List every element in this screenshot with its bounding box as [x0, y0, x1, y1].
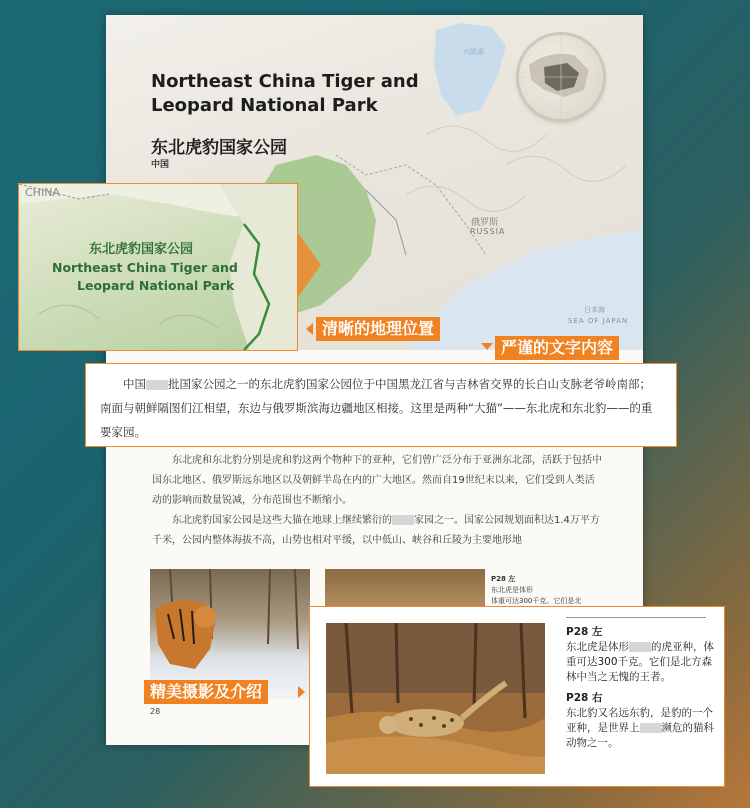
redaction-mark	[640, 723, 662, 733]
sea-en-label: SEA OF JAPAN	[568, 317, 629, 325]
tag-photography: 精美摄影及介绍	[144, 680, 268, 704]
body-paragraph-2: 东北虎豹国家公园是这些大猫在地球上继续繁衍的 家园之一。国家公园规划面积达1.4万平方千米，公园内整体海拔不高，山势也相对平缓，以中低山、峡谷和丘陵为主要地形地	[152, 515, 600, 546]
russia-zh-label: 俄罗斯	[471, 218, 499, 228]
inset-map-zoom	[18, 183, 298, 351]
inset-park-en-1: Northeast China Tiger and	[52, 260, 238, 275]
page-number: 28	[150, 707, 161, 716]
tag-text-content: 严谨的文字内容	[495, 336, 619, 360]
caption-left-body: 东北虎是体形 的虎亚种，体重可达300千克。它们是北方森林中当之无愧的王者。	[566, 641, 714, 683]
title-english: Northeast China Tiger and Leopard National Park	[151, 71, 419, 116]
inset-park-en-2: Leopard National Park	[77, 278, 235, 293]
caption-right-head: P28 右	[566, 692, 603, 704]
small-caption: P28 左 东北虎是体形 体重可达300千克。它们是北	[491, 575, 582, 605]
tag-geographic-location: 清晰的地理位置	[316, 317, 440, 341]
body-paragraph-1: 东北虎和东北豹分别是虎和豹这两个物种下的亚种，它们曾广泛分布于亚洲东北部，活跃于包括中国东北地区、俄罗斯远东地区以及朝鲜半岛在内的广大地区。然而自19世纪末以来，它们受到人类活动的影响而数量锐减，分布范围也不断缩小。	[152, 455, 602, 506]
text-zoom-box	[85, 363, 677, 447]
redaction-mark	[392, 515, 414, 525]
redaction-mark	[629, 642, 651, 652]
locator-globe	[519, 35, 603, 119]
zoom-paragraph: 中国 批国家公园之一的东北虎豹国家公园位于中国黑龙江省与吉林省交界的长白山支脉老爷岭南部；南面与朝鲜隔图们江相望，东边与俄罗斯滨海边疆地区相接。这里是两种“大猫”——东北虎和东北豹——的重要家园。	[100, 377, 653, 439]
country-label: 中国	[151, 160, 170, 170]
caption-right-body: 东北豹又名远东豹，是豹的一个亚种，是世界上 濒危的猫科动物之一。	[566, 707, 714, 749]
arrow-right-icon	[298, 686, 305, 698]
photo-zoom-box	[309, 606, 725, 787]
arrow-left-icon	[306, 323, 313, 335]
leopard-photo-small	[325, 569, 485, 609]
arrow-down-icon	[481, 343, 493, 350]
photo-captions	[566, 621, 716, 757]
inset-china-label: CHINA	[25, 186, 60, 199]
divider	[566, 617, 706, 618]
russia-en-label: RUSSIA	[470, 227, 506, 236]
redaction-mark	[146, 380, 168, 390]
leopard-photo	[326, 623, 545, 774]
title-chinese: 东北虎豹国家公园	[151, 138, 287, 158]
sea-zh-label: 日本海	[584, 306, 605, 314]
inset-park-zh: 东北虎豹国家公园	[89, 242, 194, 257]
caption-left-head: P28 左	[566, 626, 603, 638]
lake-label: 兴凯湖	[463, 48, 484, 56]
